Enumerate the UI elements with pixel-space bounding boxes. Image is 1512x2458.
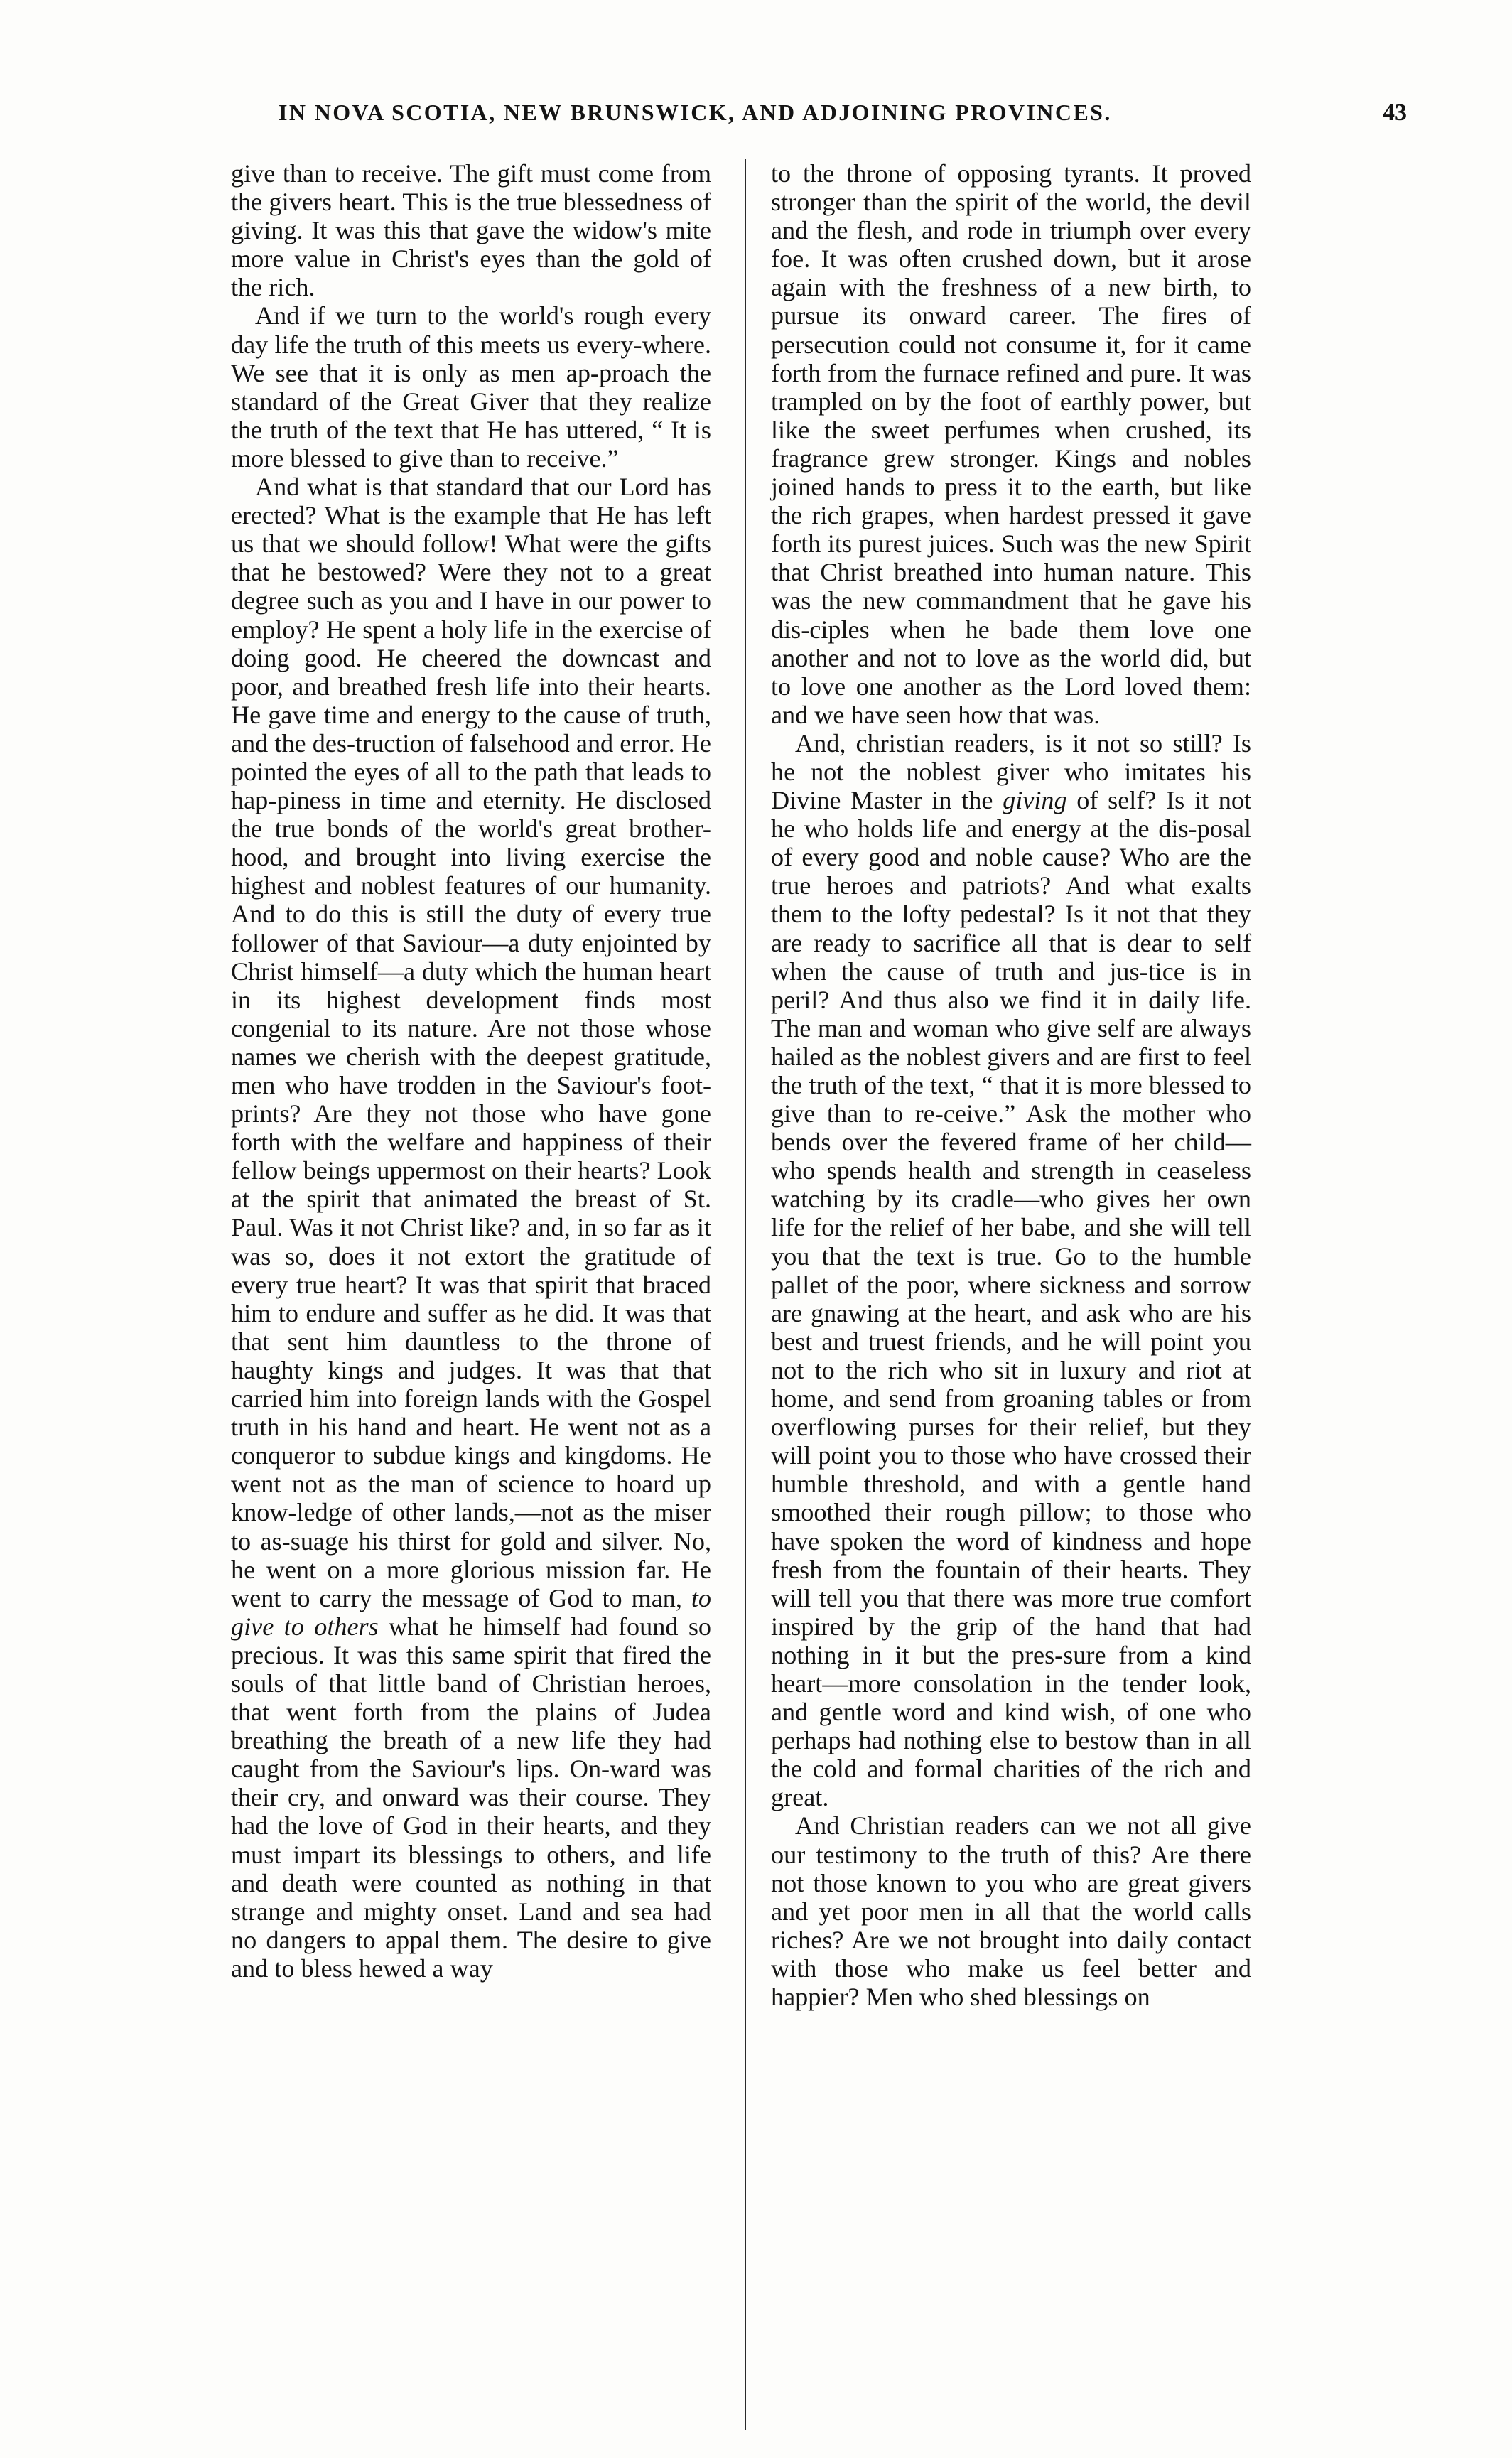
- left-column: [231, 159, 711, 1983]
- left-paragraph-3: [231, 473, 711, 1983]
- left-paragraph-2: And if we turn to the world's rough every day life the truth of this meets us every-where. We see that it is only as men ap-proach the standard of the Great Giver that they realize the truth of the text that He has uttered, “ It is more blessed to give than to receive.”: [231, 301, 711, 473]
- running-head: [279, 99, 1407, 136]
- right-paragraph-2-start: And, christian readers, is it not so still? Is he not the noblest giver who imitates his Divine Master in the: [771, 728, 1251, 815]
- right-column: [771, 159, 1251, 2011]
- left-paragraph-1: give than to receive. The gift must come from the givers heart. This is the true blessedness of giving. It was this that gave the widow's mite more value in Christ's eyes than the gold of the rich.: [231, 159, 711, 302]
- running-head-title: IN NOVA SCOTIA, NEW BRUNSWICK, AND ADJOINING PROVINCES.: [279, 99, 1112, 125]
- right-paragraph-2-italic: giving: [1003, 786, 1067, 815]
- right-paragraph-2-end: of self? Is it not he who holds life and energy at the dis-posal of every good and noble cause? Who are the true heroes and patriots? And what exalts them to the lofty pedestal? Is it not that they are ready to sacrifice all that is dear to self when the cause of truth and jus-tice is in peril? And thus also we find it in daily life. The man and woman who give self are always hailed as the noblest givers and are first to feel the truth of the text, “ that it is more blessed to give than to re-ceive.” Ask the mother who bends over the fevered frame of her child—who spends health and strength in ceaseless watching by its cradle—who gives her own life for the relief of her babe, and she will tell you that the text is true. Go to the humble pallet of the poor, where sickness and sorrow are gnawing at the heart, and ask who are his best and truest friends, and he will point you not to the rich who sit in luxury and riot at home, and send from groaning tables or from overflowing purses for their relief, but they will point you to those who have crossed their humble threshold, and with a gentle hand smoothed their rough pillow; to those who have spoken the word of kindness and hope fresh from the fountain of their hearts. They will tell you that there was more true comfort inspired by the grip of the hand that had nothing in it but the pres-sure from a kind heart—more consolation in the tender look, and gentle word and kind wish, of one who perhaps had nothing else to bestow than in all the cold and formal charities of the rich and great.: [771, 786, 1251, 1812]
- right-paragraph-1: to the throne of opposing tyrants. It proved stronger than the spirit of the world, the devil and the flesh, and rode in triumph over every foe. It was often crushed down, but it arose again with the freshness of a new birth, to pursue its onward career. The fires of persecution could not consume it, for it came forth from the furnace refined and pure. It was trampled on by the foot of earthly power, but like the sweet perfumes when crushed, its fragrance grew stronger. Kings and nobles joined hands to press it to the earth, but like the rich grapes, when hardest pressed it gave forth its purest juices. Such was the new Spirit that Christ breathed into human nature. This was the new commandment that he gave his dis-ciples when he bade them love one another and not to love as the world did, but to love one another as the Lord loved them: and we have seen how that was.: [771, 159, 1251, 729]
- left-paragraph-3-italic: to give to others: [231, 1583, 711, 1641]
- left-paragraph-3-body: And what is that standard that our Lord has erected? What is the example that He has left us that we should follow! What were the gifts that he bestowed? Were they not to a great degree such as you and I have in our power to employ? He spent a holy life in the exercise of doing good. He cheered the downcast and poor, and breathed fresh life into their hearts. He gave time and energy to the cause of truth, and the des-truction of falsehood and error. He pointed the eyes of all to the path that leads to hap-piness in time and eternity. He disclosed the true bonds of the world's great brother-hood, and brought into living exercise the highest and noblest features of our humanity. And to do this is still the duty of every true follower of that Saviour—a duty enjointed by Christ himself—a duty which the human heart in its highest development finds most congenial to its nature. Are not those whose names we cherish with the deepest gratitude, men who have trodden in the Saviour's foot-prints? Are they not those who have gone forth with the welfare and happiness of their fellow beings uppermost on their hearts? Look at the spirit that animated the breast of St. Paul. Was it not Christ like? and, in so far as it was so, does it not extort the gratitude of every true heart? It was that spirit that braced him to endure and suffer as he did. It was that that sent him dauntless to the throne of haughty kings and judges. It was that that carried him into foreign lands with the Gospel truth in his hand and heart. He went not as a conqueror to subdue kings and kingdoms. He went not as the man of science to hoard up know-ledge of other lands,—not as the miser to as-suage his thirst for gold and silver. No, he went on a more glorious mission far. He went to carry the message of God to man,: [231, 473, 711, 1612]
- left-paragraph-3-tail: what he himself had found so precious. It was this same spirit that fired the souls of that little band of Christian heroes, that went forth from the plains of Judea breathing the breath of a new life they had caught from the Saviour's lips. On-ward was their cry, and onward was their course. They had the love of God in their hearts, and they must impart its blessings to others, and life and death were counted as nothing in that strange and mighty onset. Land and sea had no dangers to appal them. The desire to give and to bless hewed a way: [231, 1612, 712, 1983]
- right-paragraph-3: And Christian readers can we not all give our testimony to the truth of this? Are there not those known to you who are great givers and yet poor men in all that the world calls riches? Are we not brought into daily contact with those who make us feel better and happier? Men who shed blessings on: [771, 1811, 1251, 2011]
- page-number: 43: [1383, 99, 1407, 126]
- column-rule: [745, 159, 746, 2430]
- right-paragraph-2: [771, 729, 1251, 1812]
